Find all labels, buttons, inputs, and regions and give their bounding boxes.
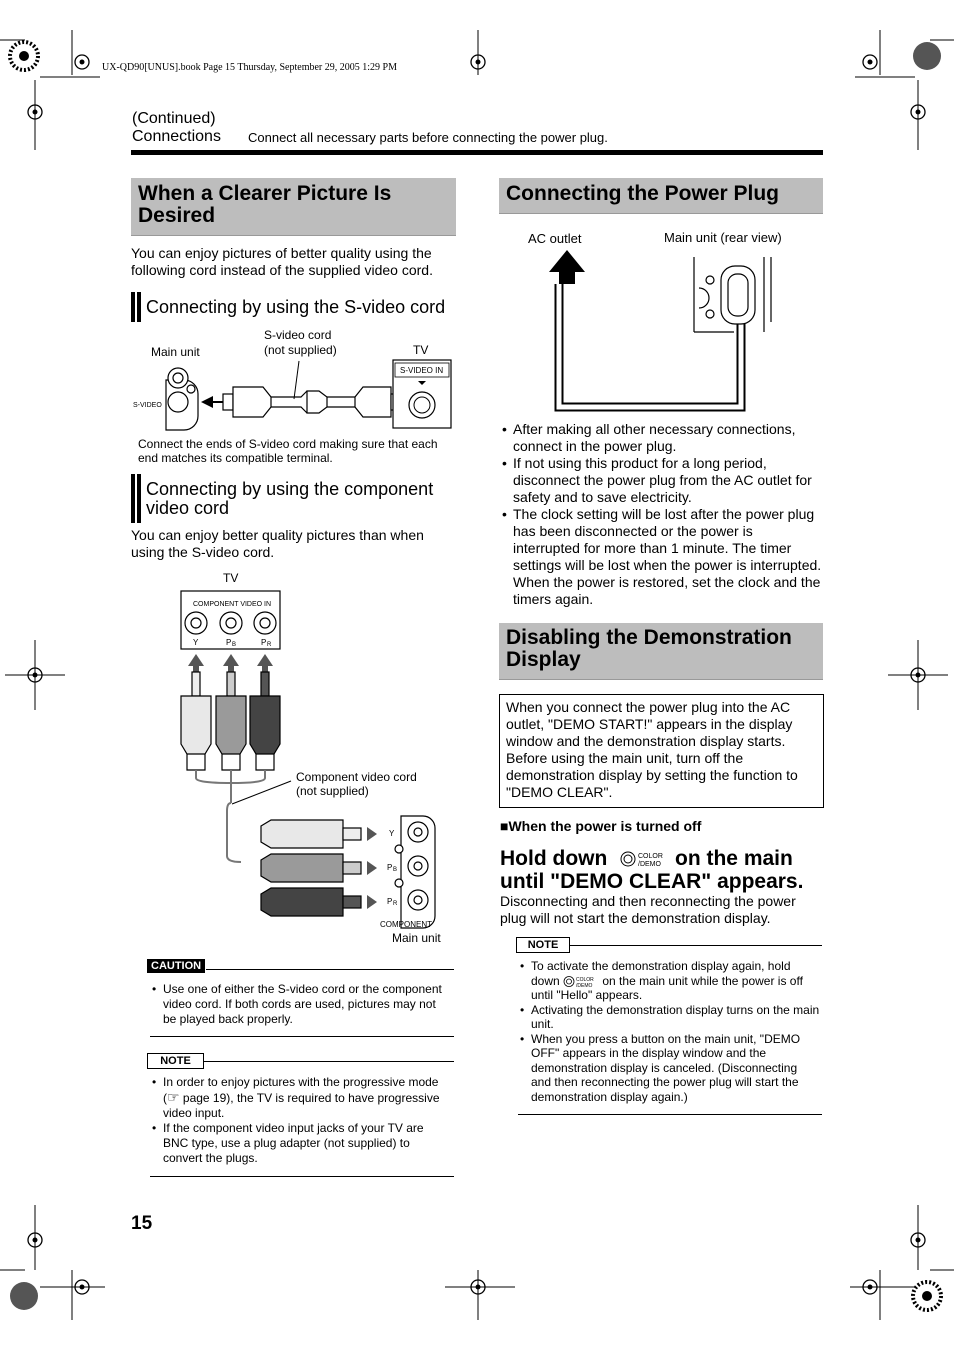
component-tv-panel-label: COMPONENT VIDEO IN — [193, 601, 272, 608]
color-demo-button-icon — [619, 850, 665, 868]
button-label-color: COLOR — [638, 853, 664, 861]
svideo-diagram — [131, 325, 456, 435]
caution-rule-top — [206, 969, 454, 970]
chapter-title: Connections — [132, 128, 221, 145]
power-label-unit: Main unit (rear view) — [664, 230, 782, 245]
clearer-picture-title: When a Clearer Picture Is Desired — [138, 182, 392, 227]
caution-rule-bottom — [150, 1036, 454, 1037]
file-info: UX-QD90[UNUS].book Page 15 Thursday, September 29, 2005 1:29 PM — [102, 62, 397, 73]
note-item-1 — [150, 1075, 450, 1121]
power-plug-diagram — [499, 222, 823, 417]
note-rule-bottom — [150, 1176, 454, 1177]
demo-note-rule-top — [569, 945, 822, 946]
demo-title: Disabling the Demonstration Display — [506, 626, 792, 671]
demo-note-item-3: • When you press a button on the main unit, "DEMO OFF" appears in the display window and the demonstration display is canceled. (Disconnecting and then reconnecting the power plug will start the demonstration display again.) — [518, 1032, 820, 1105]
note-tag: NOTE — [147, 1053, 204, 1069]
component-tv-jack-pr-sub: R — [267, 642, 272, 648]
note-item-1-text: In order to enjoy pictures with the progressive mode ( — [163, 1075, 439, 1105]
note-item-2: • If the component video input jacks of your TV are BNC type, use a plug adapter (not supplied) to convert the plugs. — [150, 1121, 450, 1166]
svideo-label-cord-note: (not supplied) — [264, 343, 337, 357]
heading-bar — [131, 474, 141, 523]
svideo-label-tv: TV — [413, 343, 429, 357]
instruction-line-2: until "DEMO CLEAR" appears. — [500, 870, 804, 893]
power-plug-header — [499, 178, 823, 214]
button-label-color-small: COLOR — [576, 976, 594, 983]
caution-list — [150, 982, 450, 1027]
demo-instruction-note: Disconnecting and then reconnecting the power plug will not start the demonstration display. — [500, 893, 796, 926]
heading-bar — [131, 292, 141, 322]
component-tv-jack-pb-sub: B — [232, 642, 237, 648]
page-number: 15 — [131, 1213, 153, 1234]
clearer-picture-header — [131, 178, 456, 236]
note-rule-top — [203, 1061, 454, 1062]
instruction-mid: on the main — [675, 847, 793, 870]
demo-info-box: When you connect the power plug into the AC outlet, "DEMO START!" appears in the display window and the demonstration display starts. Before using the main unit, turn off the demonstration display by setting the function to "DEMO CLEAR". — [499, 694, 824, 808]
component-unit-jack-y: Y — [389, 829, 395, 838]
component-label-main-unit: Main unit — [392, 931, 441, 945]
power-note-item: • The clock setting will be lost after the power plug has been disconnected or the power is interrupted for more than 1 minute. The timer settings will be lost when the power is interrupted. When the power is restored, set the clock and the timers again. — [500, 506, 823, 608]
svideo-heading: Connecting by using the S-video cord — [146, 297, 446, 317]
demo-note-list — [518, 959, 820, 1104]
note-item-1-text-end: page 19), the TV is required to have progressive video input. — [163, 1091, 440, 1120]
power-note-item: • After making all other necessary connections, connect in the power plug. — [500, 421, 823, 455]
color-demo-button-icon — [563, 975, 599, 988]
svideo-label-cord: S-video cord — [264, 328, 332, 342]
component-label-tv: TV — [223, 571, 239, 585]
chapter-subtitle: Connect all necessary parts before connecting the power plug. — [248, 130, 608, 145]
continued-label: (Continued) — [132, 110, 216, 127]
demo-instruction — [500, 847, 824, 893]
clearer-picture-intro: You can enjoy pictures of better quality using the following cord instead of the supplied video cord. — [131, 245, 433, 278]
component-unit-panel-label: COMPONENT — [380, 920, 432, 929]
demo-header — [499, 623, 823, 680]
component-unit-jack-pb-sub: B — [393, 867, 398, 873]
svideo-caption: Connect the ends of S-video cord making sure that each end matches its compatible terminal. — [138, 437, 438, 465]
component-unit-jack-pr: P — [387, 897, 393, 906]
note-list — [150, 1075, 450, 1166]
component-diagram — [131, 568, 456, 948]
instruction-line-1 — [500, 847, 824, 870]
when-power-off-heading — [500, 818, 701, 834]
power-notes — [500, 421, 823, 608]
pointing-hand-icon: ☞ — [167, 1089, 180, 1105]
power-label-outlet: AC outlet — [528, 231, 582, 246]
demo-note-item-1 — [518, 959, 820, 1003]
demo-note-item-1-text-end: on the main unit while the power is off until "Hello" appears. — [531, 973, 803, 1002]
header-rule — [131, 150, 823, 155]
svideo-label-main-unit: Main unit — [151, 345, 200, 359]
caution-tag: CAUTION — [147, 959, 205, 973]
component-label-cord-note: (not supplied) — [296, 784, 369, 798]
component-heading: Connecting by using the component video cord — [146, 479, 434, 518]
component-label-cord: Component video cord — [296, 770, 417, 784]
component-intro: You can enjoy better quality pictures than when using the S-video cord. — [131, 527, 424, 560]
button-label-demo-small: /DEMO — [576, 982, 593, 988]
component-tv-jack-y: Y — [193, 638, 199, 647]
button-label-demo: /DEMO — [638, 861, 662, 869]
svideo-tv-jack-label: S-VIDEO IN — [400, 366, 444, 375]
caution-item: • Use one of either the S-video cord or the component video cord. If both cords are used, pictures may not be played back properly. — [150, 982, 450, 1027]
when-power-off-text: When the power is turned off — [508, 818, 702, 834]
power-note-item: • If not using this product for a long period, disconnect the power plug from the AC outlet for safety and to save electricity. — [500, 455, 823, 506]
svideo-jack-label: S-VIDEO — [133, 402, 162, 409]
demo-note-item-1-text: To activate the demonstration display again, hold down — [531, 959, 791, 988]
demo-note-item-2: • Activating the demonstration display turns on the main unit. — [518, 1003, 820, 1032]
instruction-pre: Hold down — [500, 847, 608, 870]
component-unit-jack-pr-sub: R — [393, 901, 398, 907]
component-unit-jack-pb: P — [387, 863, 393, 872]
square-bullet-icon: ■ — [500, 818, 509, 834]
component-tv-jack-pb: P — [226, 638, 232, 647]
demo-note-tag: NOTE — [516, 937, 570, 953]
component-tv-jack-pr: P — [261, 638, 267, 647]
power-plug-title: Connecting the Power Plug — [506, 182, 780, 205]
demo-note-rule-bottom — [518, 1114, 822, 1115]
